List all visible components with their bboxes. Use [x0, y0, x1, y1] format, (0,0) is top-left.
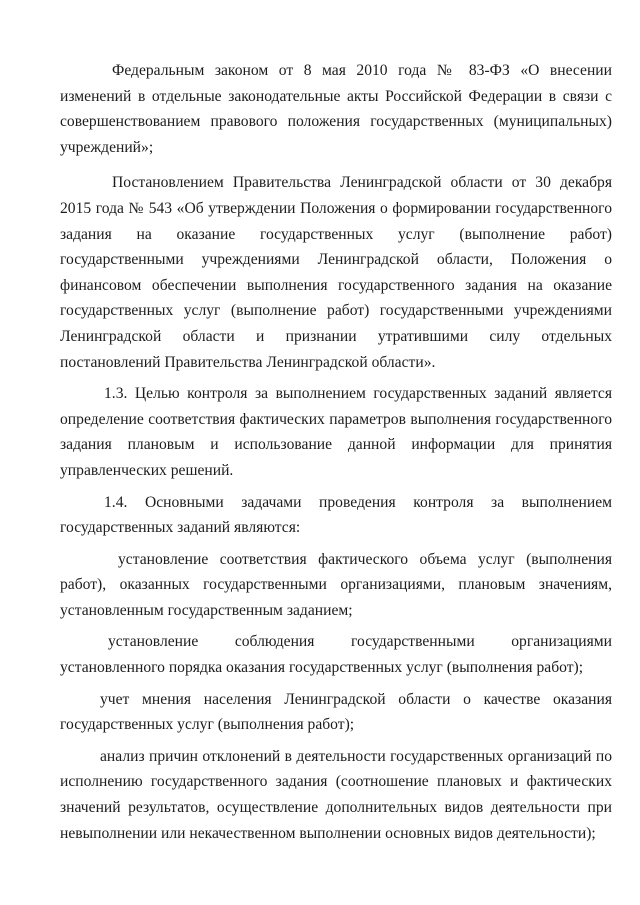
document-body — [60, 58, 612, 846]
paragraph-section-1-4: 1.4. Основными задачами проведения контроля за выполнением государственных заданий являются: — [60, 493, 612, 537]
list-item-deviation-analysis: анализ причин отклонений в деятельности государственных организаций по исполнению государственного задания (соотношение плановых и фактических значений результатов, осуществление дополнительных видов деятельности при невыполнении или некачественном выполнении основных видов деятельности); — [60, 747, 612, 842]
paragraph-government-decree: Постановлением Правительства Ленинградской области от 30 декабря 2015 года № 543 «Об утверждении Положения о формировании государственного задания на оказание государственных услуг (выполнение работ) государственными учреждениями Ленинградской области, Положения о финансовом обеспечении выполнения государственного задания на оказание государственных услуг (выполнение работ) государственными учреждениями Ленинградской области и признании утратившими силу отдельных постановлений Правительства Ленинградской области». — [60, 174, 612, 371]
list-item-volume-compliance: установление соответствия фактического объема услуг (выполнения работ), оказанных государственными организациями, плановым значениям, установленным государственным заданием; — [60, 550, 612, 619]
paragraph-section-1-3: 1.3. Целью контроля за выполнением государственных заданий является определение соответствия фактических параметров выполнения государственного задания плановым и использование данной информации для принятия управленческих решений. — [60, 385, 612, 479]
list-item-procedure-compliance: установление соблюдения государственными организациями установленного порядка оказания государственных услуг (выполнения работ); — [60, 633, 612, 677]
list-item-public-opinion: учет мнения населения Ленинградской области о качестве оказания государственных услуг (выполнения работ); — [60, 690, 612, 734]
paragraph-federal-law: Федеральным законом от 8 мая 2010 года № 83-ФЗ «О внесении изменений в отдельные законодательные акты Российской Федерации в связи с совершенствованием правового положения государственных (муниципальных) учреждений»; — [60, 62, 612, 156]
